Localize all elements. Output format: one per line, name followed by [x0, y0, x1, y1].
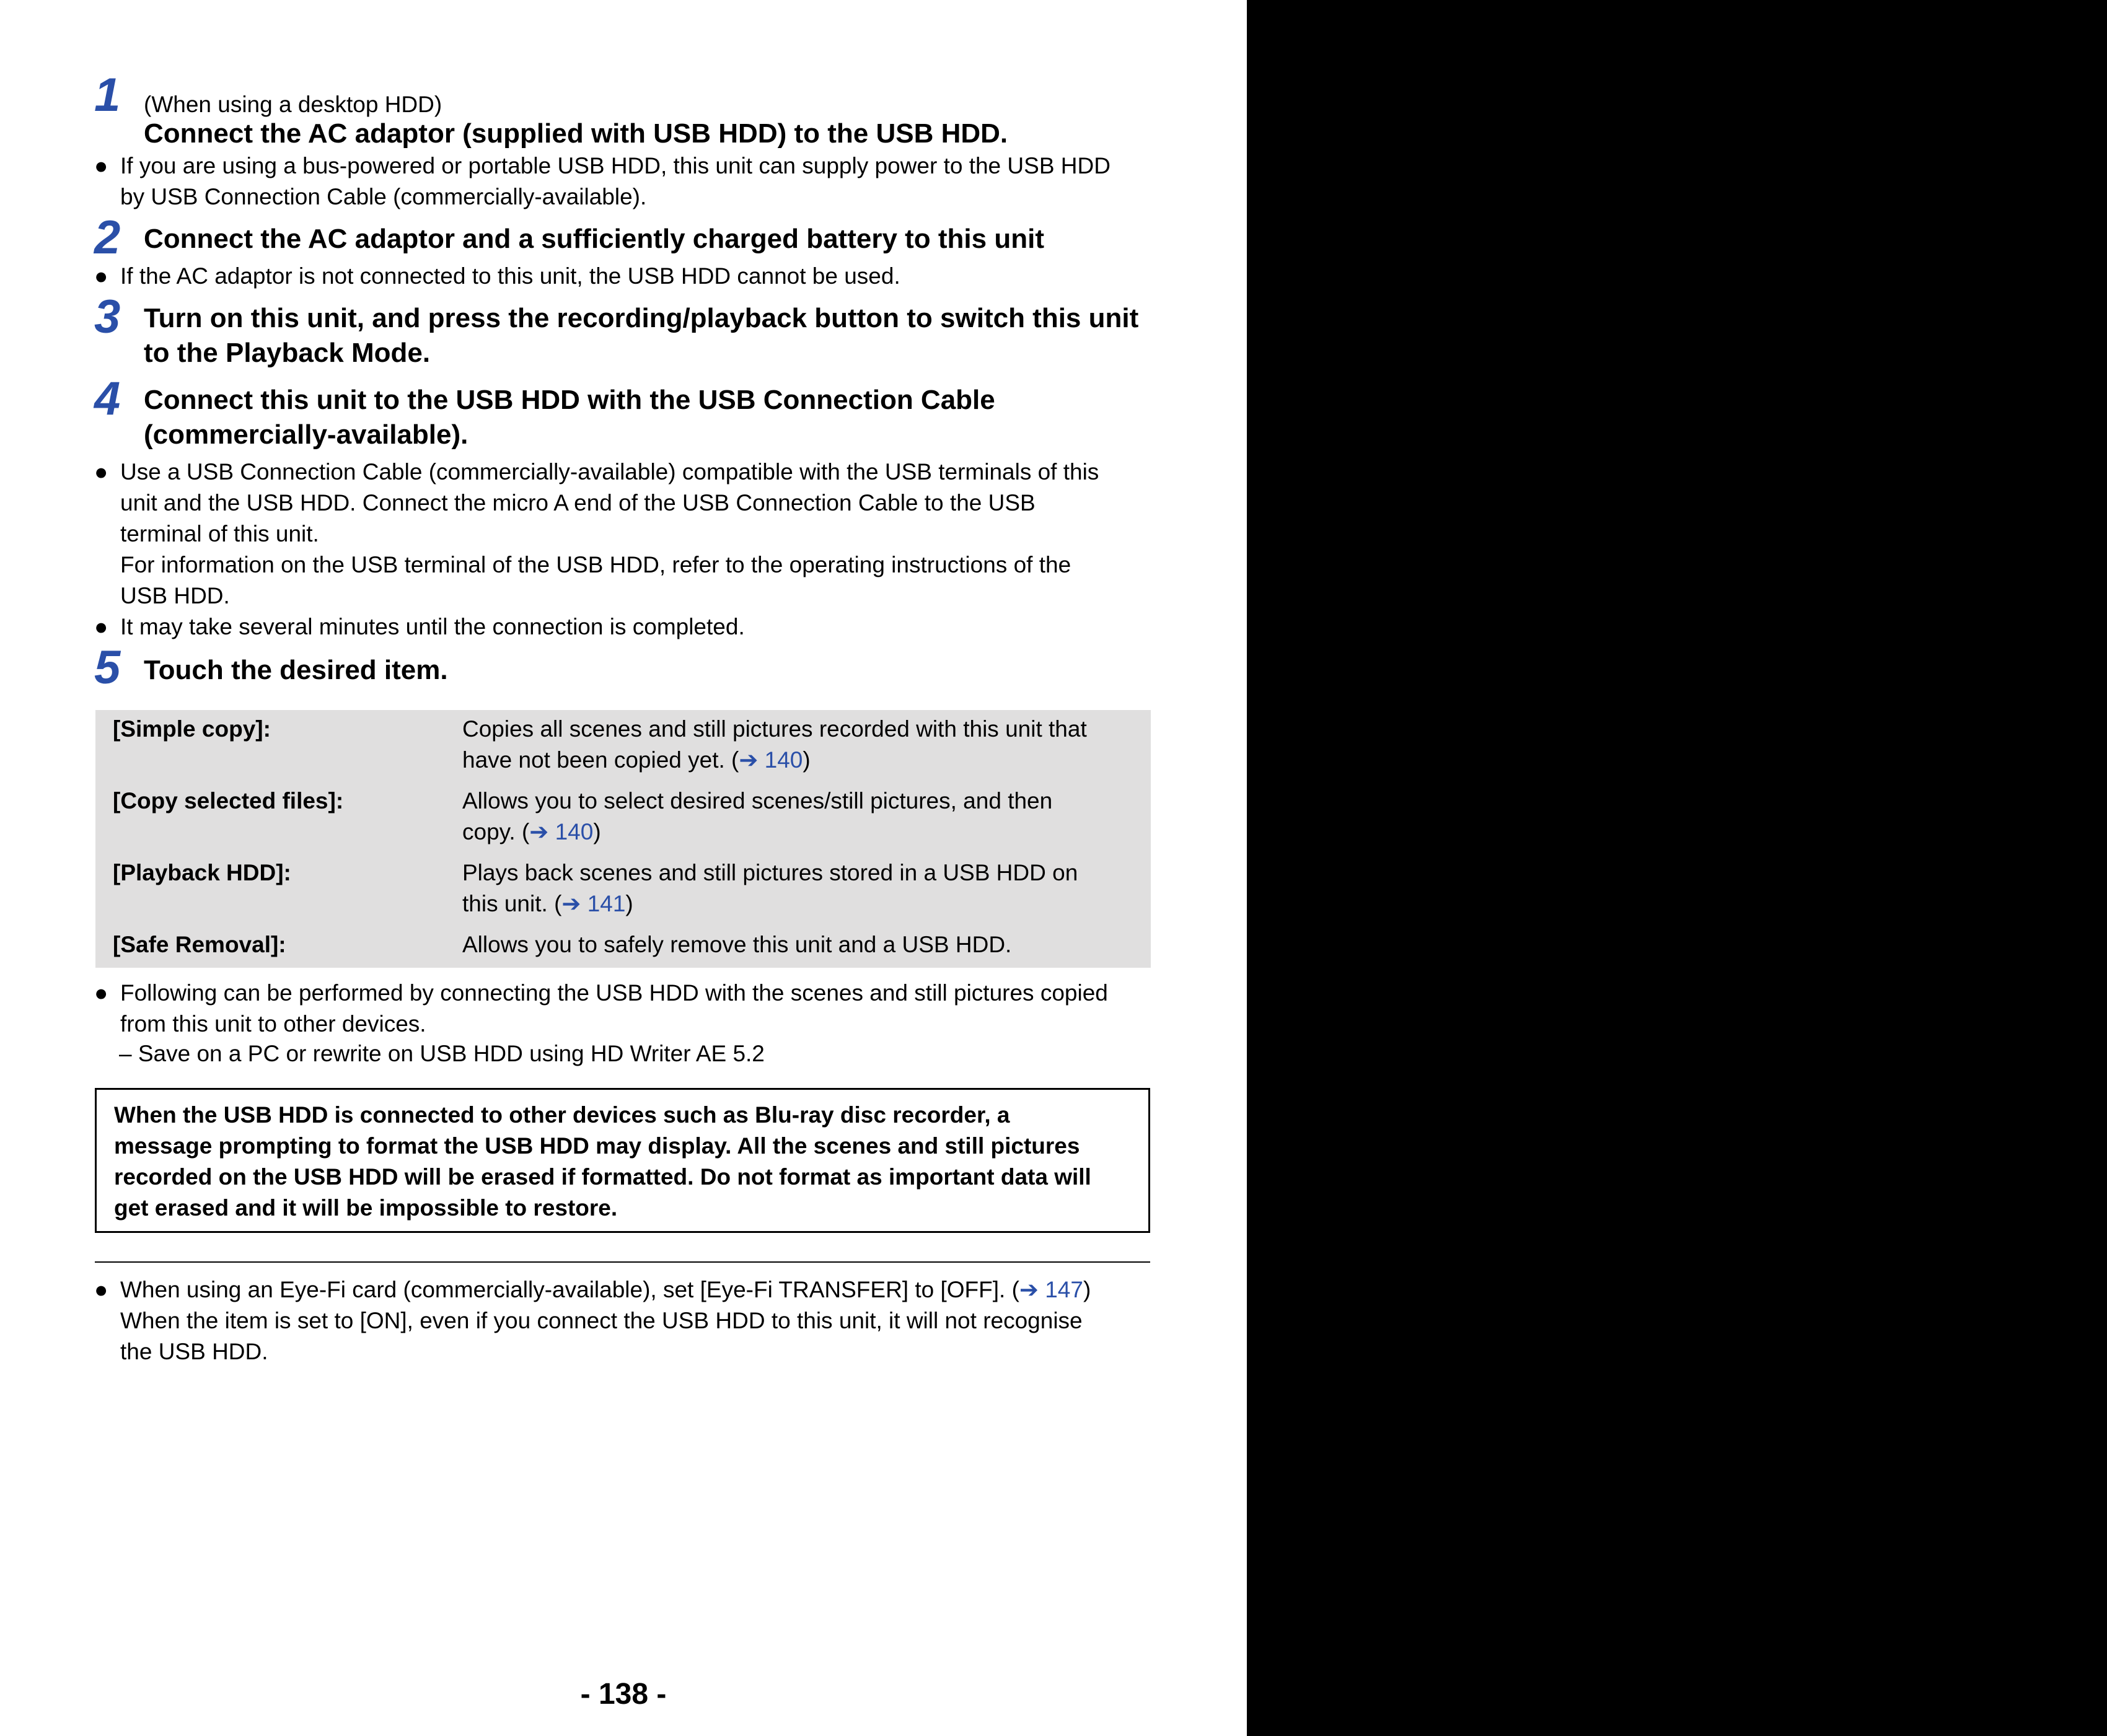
bullet-icon: ●: [94, 614, 108, 639]
menu-item-desc: Allows you to select desired scenes/still pictures, and then: [462, 788, 1053, 813]
page-link-140[interactable]: ➔ 140: [739, 747, 803, 773]
bullet-line: It may take several minutes until the connection is completed.: [120, 614, 745, 639]
warning-note-box: [95, 1088, 1150, 1233]
page-link-141[interactable]: ➔ 141: [561, 891, 626, 916]
menu-item-label: [Copy selected files]:: [113, 788, 344, 813]
step-title: Connect the AC adaptor and a sufficiently charged battery to this unit: [144, 224, 1044, 254]
paren: ): [593, 819, 601, 844]
menu-item-label: [Playback HDD]:: [113, 860, 291, 885]
page-number: - 138 -: [580, 1678, 667, 1711]
bullet-line: Use a USB Connection Cable (commercially-available) compatible with the USB terminals of this: [120, 459, 1099, 484]
bullet-line: from this unit to other devices.: [120, 1011, 426, 1037]
bullet-line: terminal of this unit.: [120, 521, 319, 546]
paren: ): [803, 747, 811, 773]
paren: ): [1083, 1277, 1091, 1302]
bullet-icon: ●: [94, 1277, 108, 1302]
bullet-line: If you are using a bus-powered or portable USB HDD, this unit can supply power to the USB HDD: [120, 153, 1111, 178]
page-link-147[interactable]: ➔ 147: [1019, 1277, 1083, 1302]
step-number: 4: [94, 372, 121, 425]
step-number: 5: [94, 641, 121, 694]
step-number: 2: [94, 211, 121, 264]
step-title: Connect the AC adaptor (supplied with USB HDD) to the USB HDD.: [144, 118, 1008, 149]
bullet-line: If the AC adaptor is not connected to this unit, the USB HDD cannot be used.: [120, 263, 900, 289]
menu-item-desc: this unit. (: [462, 891, 562, 916]
dash-item: – Save on a PC or rewrite on USB HDD using HD Writer AE 5.2: [119, 1041, 765, 1066]
menu-item-desc: Copies all scenes and still pictures recorded with this unit that: [462, 716, 1087, 742]
menu-item-label: [Simple copy]:: [113, 716, 271, 742]
bullet-icon: ●: [94, 980, 108, 1006]
step-number: 3: [94, 291, 121, 343]
step-title-line: Connect this unit to the USB HDD with the USB Connection Cable: [144, 385, 995, 415]
note-line: message prompting to format the USB HDD may display. All the scenes and still pictures: [114, 1133, 1080, 1159]
step-subtext: (When using a desktop HDD): [144, 92, 442, 117]
bullet-icon: ●: [94, 263, 108, 289]
step-title: Touch the desired item.: [144, 655, 448, 685]
paren: ): [625, 891, 633, 916]
divider-rule: [95, 1261, 1150, 1263]
note-line: get erased and it will be impossible to restore.: [114, 1195, 618, 1221]
menu-item-desc: have not been copied yet. (: [462, 747, 739, 773]
bullet-line: USB HDD.: [120, 583, 230, 608]
step-title-line: (commercially-available).: [144, 419, 468, 450]
bullet-line: unit and the USB HDD. Connect the micro A end of the USB Connection Cable to the USB: [120, 490, 1036, 515]
bullet-line: by USB Connection Cable (commercially-available).: [120, 184, 647, 209]
menu-options-table: [95, 710, 1151, 968]
page-link-140[interactable]: ➔ 140: [529, 819, 594, 844]
bullet-line: When the item is set to [ON], even if you connect the USB HDD to this unit, it will not recognise: [120, 1308, 1083, 1333]
note-line: When the USB HDD is connected to other devices such as Blu-ray disc recorder, a: [114, 1102, 1010, 1128]
bullet-line: Following can be performed by connecting the USB HDD with the scenes and still pictures copied: [120, 980, 1108, 1006]
bullet-line: For information on the USB terminal of the USB HDD, refer to the operating instructions of the: [120, 552, 1071, 577]
step-title-line: to the Playback Mode.: [144, 338, 431, 368]
menu-item-label: [Safe Removal]:: [113, 932, 286, 957]
bullet-line: the USB HDD.: [120, 1339, 268, 1364]
step-number: 1: [94, 69, 121, 121]
menu-item-desc: Allows you to safely remove this unit and a USB HDD.: [462, 932, 1012, 957]
bullet-icon: ●: [94, 459, 108, 484]
black-side-panel: [1247, 0, 2107, 1736]
menu-item-desc: copy. (: [462, 819, 530, 844]
menu-item-desc: Plays back scenes and still pictures stored in a USB HDD on: [462, 860, 1078, 885]
step-title-line: Turn on this unit, and press the recording/playback button to switch this unit: [144, 303, 1139, 333]
note-line: recorded on the USB HDD will be erased if formatted. Do not format as important data will: [114, 1164, 1091, 1190]
bullet-icon: ●: [94, 153, 108, 178]
bullet-line: When using an Eye-Fi card (commercially-available), set [Eye-Fi TRANSFER] to [OFF]. (: [120, 1277, 1019, 1302]
